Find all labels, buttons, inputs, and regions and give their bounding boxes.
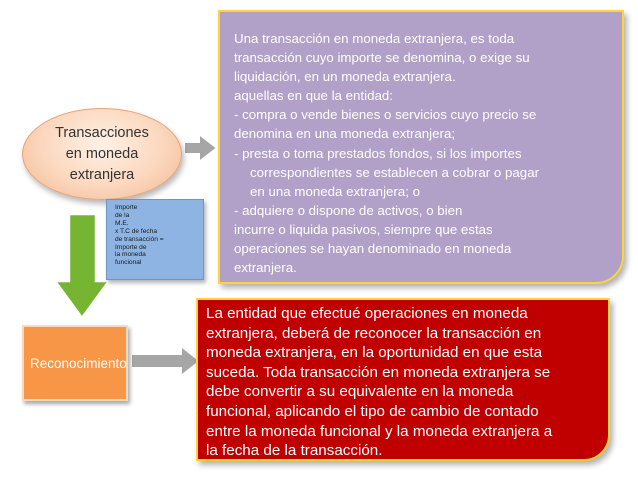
recognition-box	[22, 325, 128, 401]
recognition-text-line: funcional, aplicando el tipo de cambio de contado	[206, 402, 539, 420]
recognition-text-line: la fecha de la transacción.	[206, 442, 383, 460]
transactions-oval	[22, 108, 182, 200]
oval-line: en moneda	[65, 145, 139, 162]
note-line: M.E.	[115, 219, 129, 227]
recognition-text-line: suceda. Toda transacción en moneda extranjera se	[206, 363, 551, 381]
oval-line: Transacciones	[55, 124, 149, 141]
note-line: x T.C de fecha	[115, 227, 158, 235]
note-line: de transacción =	[115, 235, 164, 243]
definition-line: denomina en una moneda extranjera;	[234, 126, 456, 142]
definition-line: extranjera.	[234, 260, 297, 276]
definition-line: - adquiere o dispone de activos, o bien	[234, 202, 463, 218]
recognition-text-line: entre la moneda funcional y la moneda extranjera a	[206, 422, 553, 440]
definition-line: incurre o liquida pasivos, siempre que estas	[234, 221, 493, 237]
recognition-text-line: debe convertir a su equivalente en la moneda	[206, 383, 514, 401]
note-line: funcional	[115, 259, 142, 267]
definition-line: - compra o vende bienes o servicios cuyo precio se	[234, 107, 537, 123]
oval-line: extranjera	[69, 166, 135, 183]
definition-line: Una transacción en moneda extranjera, es toda	[234, 31, 515, 46]
recognition-text-line: moneda extranjera, en la oportunidad en que esta	[206, 344, 543, 362]
recognition-text-box	[196, 298, 610, 461]
recognition-label: Reconocimiento	[30, 355, 127, 371]
definition-line: liquidación, en un moneda extranjera.	[234, 69, 456, 85]
recognition-text-line: extranjera, deberá de reconocer la transacción en	[206, 324, 542, 342]
definition-line: en una moneda extranjera; o	[250, 183, 421, 199]
conversion-note-box	[106, 199, 204, 280]
definition-box	[218, 10, 624, 284]
note-line: Importe	[115, 204, 138, 211]
recognition-text-line: La entidad que efectué operaciones en moneda	[206, 305, 528, 322]
definition-line: - presta o toma prestados fondos, si los importes	[234, 145, 522, 161]
definition-line: aquellas en que la entidad:	[234, 88, 393, 104]
definition-line: operaciones se hayan denominado en moneda	[234, 241, 512, 257]
arrow-recognition-to-text	[131, 346, 200, 376]
definition-line: correspondientes se establecen a cobrar o pagar	[250, 164, 540, 180]
definition-line: transacción cuyo importe se denomina, o exige su	[234, 50, 530, 66]
down-arrow-green	[55, 214, 109, 318]
note-line: la moneda	[115, 251, 146, 259]
note-line: Importe de	[115, 243, 147, 251]
arrow-oval-to-definition	[184, 134, 217, 162]
note-line: de la	[115, 211, 130, 219]
